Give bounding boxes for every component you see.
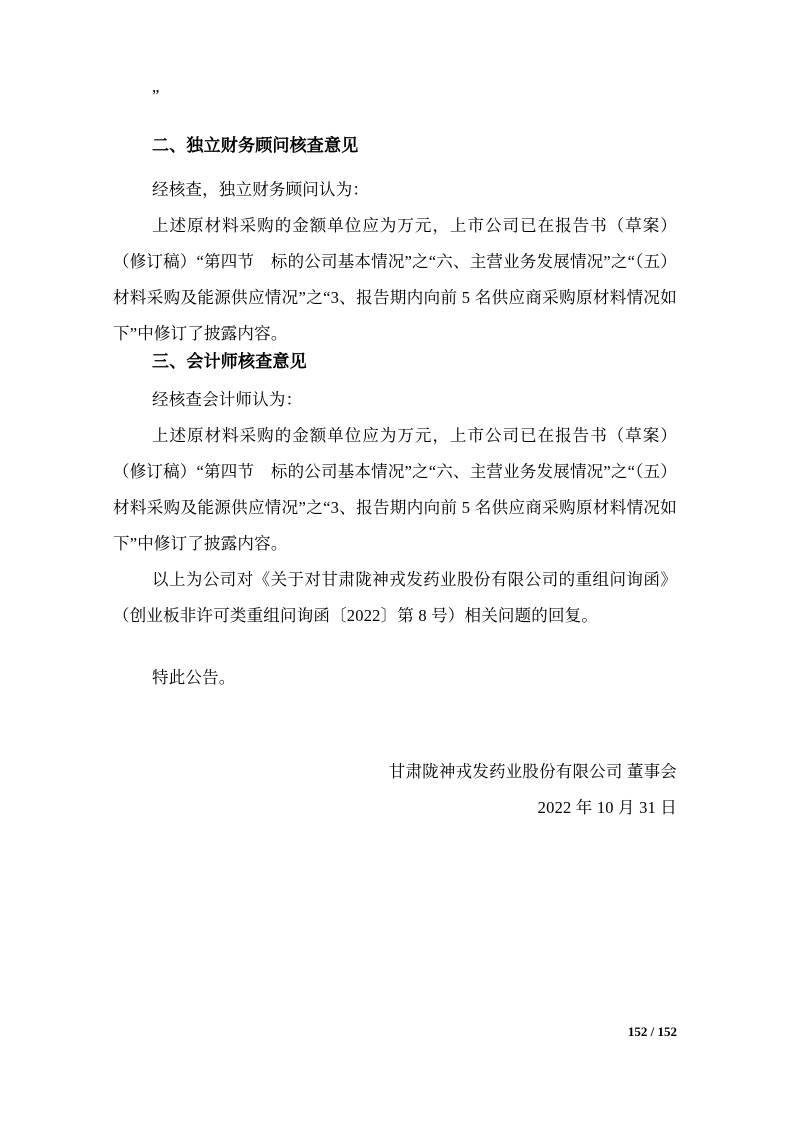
section-intro-accountant: 经核查会计师认为： bbox=[152, 390, 303, 409]
section-body-independent-financial-advisor: 上述原材料采购的金额单位应为万元，上市公司已在报告书（草案）（修订稿）“第四节 标的公司基本情况”之“六、主营业务发展情况”之“（五）材料采购及能源供应情况”之“3、报告期内向前 5 名供应商采购原材料情况如下”中修订了披露内容。 bbox=[113, 216, 677, 343]
section-heading-independent-financial-advisor: 二、独立财务顾问核查意见 bbox=[152, 136, 359, 155]
closing-paragraph: 以上为公司对《关于对甘肃陇神戎发药业股份有限公司的重组问询函》（创业板非许可类重组问询函〔2022〕第 8 号）相关问题的回复。 bbox=[113, 570, 677, 625]
page-footer bbox=[113, 1014, 677, 1050]
section-intro-independent-financial-advisor: 经核查，独立财务顾问认为： bbox=[152, 180, 370, 199]
signature-date: 2022 年 10 月 31 日 bbox=[537, 798, 677, 817]
section-heading-accountant: 三、会计师核查意见 bbox=[152, 352, 307, 371]
signature-company-board: 甘肃陇神戎发药业股份有限公司 董事会 bbox=[388, 762, 677, 781]
quote-continuation-mark: ” bbox=[152, 86, 160, 105]
section-body-accountant: 上述原材料采购的金额单位应为万元，上市公司已在报告书（草案）（修订稿）“第四节 标的公司基本情况”之“六、主营业务发展情况”之“（五）材料采购及能源供应情况”之“3、报告期内向前 5 名供应商采购原材料情况如下”中修订了披露内容。 bbox=[113, 426, 677, 553]
page-number: 152 / 152 bbox=[627, 1024, 677, 1039]
announcement-line: 特此公告。 bbox=[152, 668, 236, 687]
